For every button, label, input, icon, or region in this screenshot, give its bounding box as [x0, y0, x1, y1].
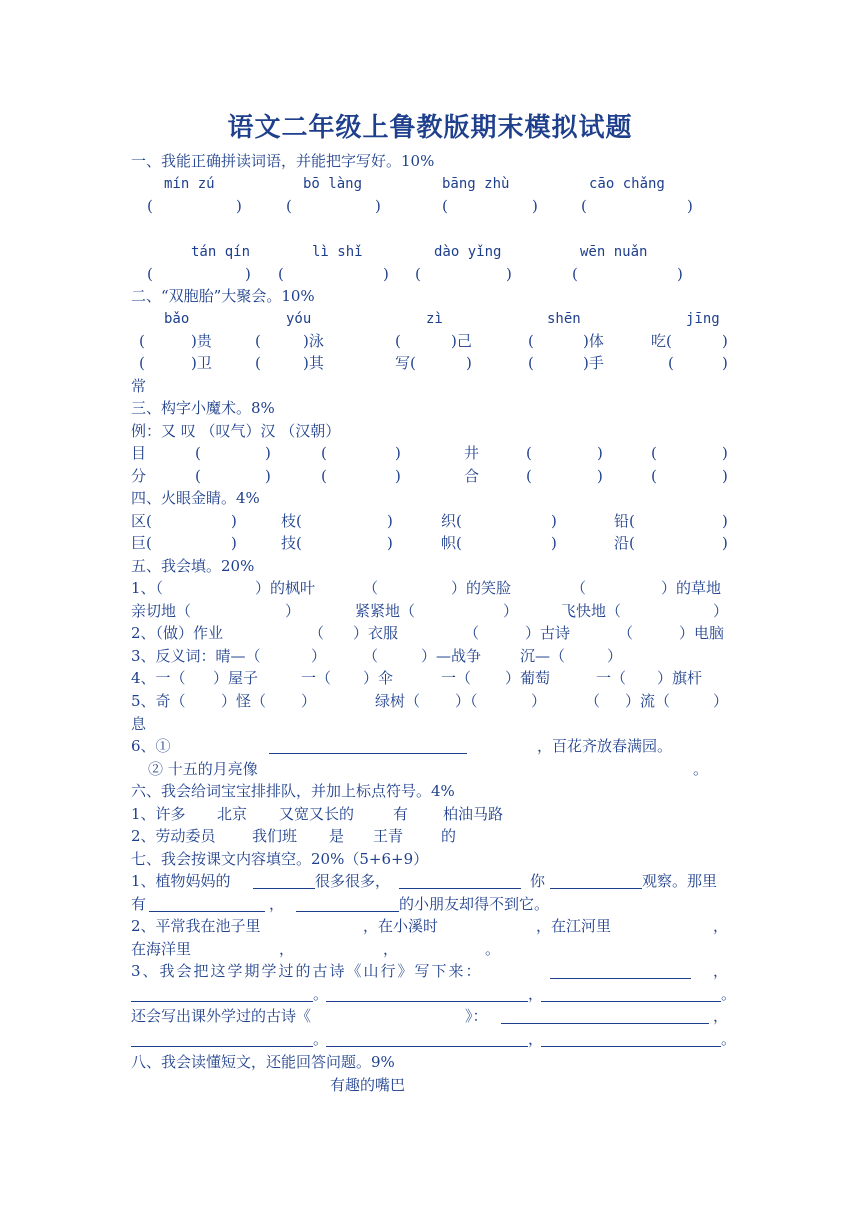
answer-blank[interactable]: [550, 872, 642, 889]
example-line: 例：又 叹 （叹气）汉 （汉朝）: [131, 422, 341, 440]
wrap-text: 息: [131, 715, 147, 733]
answer-row-2: ( ) ( ) ( ) ( ): [147, 265, 683, 283]
build-row-1: 目 ( ) ( ) 井 ( ) ( ): [131, 444, 728, 462]
fill-line-8: ② 十五的月亮像 。: [148, 760, 709, 778]
section-7-heading: 七、我会按课文内容填空。20%（5+6+9）: [131, 850, 429, 868]
wrap-text: 常: [131, 377, 147, 395]
section-5-heading: 五、我会填。20%: [131, 557, 255, 575]
answer-box[interactable]: (: [147, 197, 153, 215]
order-line-1: 1、许多 北京 又宽又长的 有 柏油马路: [131, 805, 504, 823]
section-2-heading: 二、“双胞胎”大聚会。10%: [131, 287, 315, 305]
fill-line-7: 6、① ，百花齐放春满园。: [131, 737, 673, 755]
answer-row-1: ( ) ( ) ( ) ( ): [147, 197, 693, 215]
answer-blank[interactable]: [131, 985, 313, 1002]
answer-blank[interactable]: [253, 872, 315, 889]
recite-line-3: 2、平常我在池子里 ，在小溪时 ，在江河里 ，: [131, 917, 729, 935]
answer-box[interactable]: (: [572, 265, 578, 283]
answer-blank[interactable]: [541, 985, 721, 1002]
answer-box[interactable]: (: [147, 265, 153, 283]
pinyin-row-1: mín zú bō làng bāng zhù cāo chǎng: [164, 176, 665, 192]
section-8-heading: 八、我会读懂短文，还能回答问题。9%: [131, 1053, 395, 1071]
recite-line-2: 有 ， 的小朋友却得不到它。: [131, 895, 550, 913]
recite-line-8: 。 ， 。: [131, 1028, 731, 1050]
build-row-2: 分 ( ) ( ) 合 ( ) ( ): [131, 467, 728, 485]
answer-box[interactable]: (: [415, 265, 421, 283]
compare-row-2: 巨( ) 技( ) 帜( ) 沿( ): [131, 534, 728, 552]
pinyin-row-3: bǎo yóu zì shēn jīng: [164, 311, 720, 327]
answer-blank[interactable]: [550, 962, 691, 979]
fill-line-5: 4、一（ ）屋子 一（ ）伞 一（ ）葡萄 一（ ）旗杆: [131, 669, 703, 687]
answer-blank[interactable]: [269, 737, 467, 754]
twins-row-2: ( )卫 ( )其 写( ) ( )手 ( ): [139, 354, 728, 372]
answer-blank[interactable]: [541, 1030, 721, 1047]
answer-blank[interactable]: [131, 1030, 313, 1047]
answer-blank[interactable]: [326, 1030, 528, 1047]
compare-row-1: 区( ) 枝( ) 织( ) 铅( ): [131, 512, 728, 530]
section-6-heading: 六、我会给词宝宝排排队，并加上标点符号。4%: [131, 782, 455, 800]
section-4-heading: 四、火眼金睛。4%: [131, 489, 260, 507]
answer-box[interactable]: (: [442, 197, 448, 215]
fill-line-2: 亲切地（ ） 紧紧地（ ） 飞快地（ ）: [131, 602, 729, 620]
answer-box[interactable]: (: [278, 265, 284, 283]
passage-title: 有趣的嘴巴: [330, 1076, 406, 1094]
recite-line-4: 在海洋里 ， ， 。: [131, 940, 501, 958]
pinyin-row-2: tán qín lì shǐ dào yǐng wēn nuǎn: [191, 244, 648, 260]
fill-line-6: 5、奇（ ）怪（ ） 绿树（ ）（ ） （ ）流（ ）: [131, 692, 729, 710]
recite-line-5: 3、我会把这学期学过的古诗《山行》写下来： ，: [131, 962, 729, 980]
section-3-heading: 三、构字小魔术。8%: [131, 399, 275, 417]
fill-line-1: 1、（ ）的枫叶 （ ）的笑脸 （ ）的草地: [131, 579, 722, 597]
page-title: 语文二年级上鲁教版期末模拟试题: [227, 113, 633, 143]
answer-blank[interactable]: [149, 895, 265, 912]
order-line-2: 2、劳动委员 我们班 是 王青 的: [131, 827, 457, 845]
answer-blank[interactable]: [501, 1007, 709, 1024]
section-1-heading: 一、我能正确拼读词语，并能把字写好。10%: [131, 152, 435, 170]
twins-row-1: ( )贵 ( )泳 ( )己 ( )体 吃( ): [139, 332, 728, 350]
recite-line-6: 。 ， 。: [131, 983, 731, 1005]
fill-line-3: 2、（做）作业 （ ）衣服 （ ）古诗 （ ）电脑: [131, 624, 725, 642]
fill-line-4: 3、反义词：晴—（ ） （ ）—战争 沉—（ ）: [131, 647, 623, 665]
answer-blank[interactable]: [296, 895, 399, 912]
answer-box[interactable]: (: [581, 197, 587, 215]
answer-blank[interactable]: [326, 985, 528, 1002]
recite-line-1: 1、植物妈妈的 很多很多， 你 观察。那里: [131, 872, 718, 890]
recite-line-7: 还会写出课外学过的古诗《 》： ，: [131, 1007, 729, 1025]
answer-box[interactable]: (: [286, 197, 292, 215]
answer-blank[interactable]: [399, 872, 521, 889]
